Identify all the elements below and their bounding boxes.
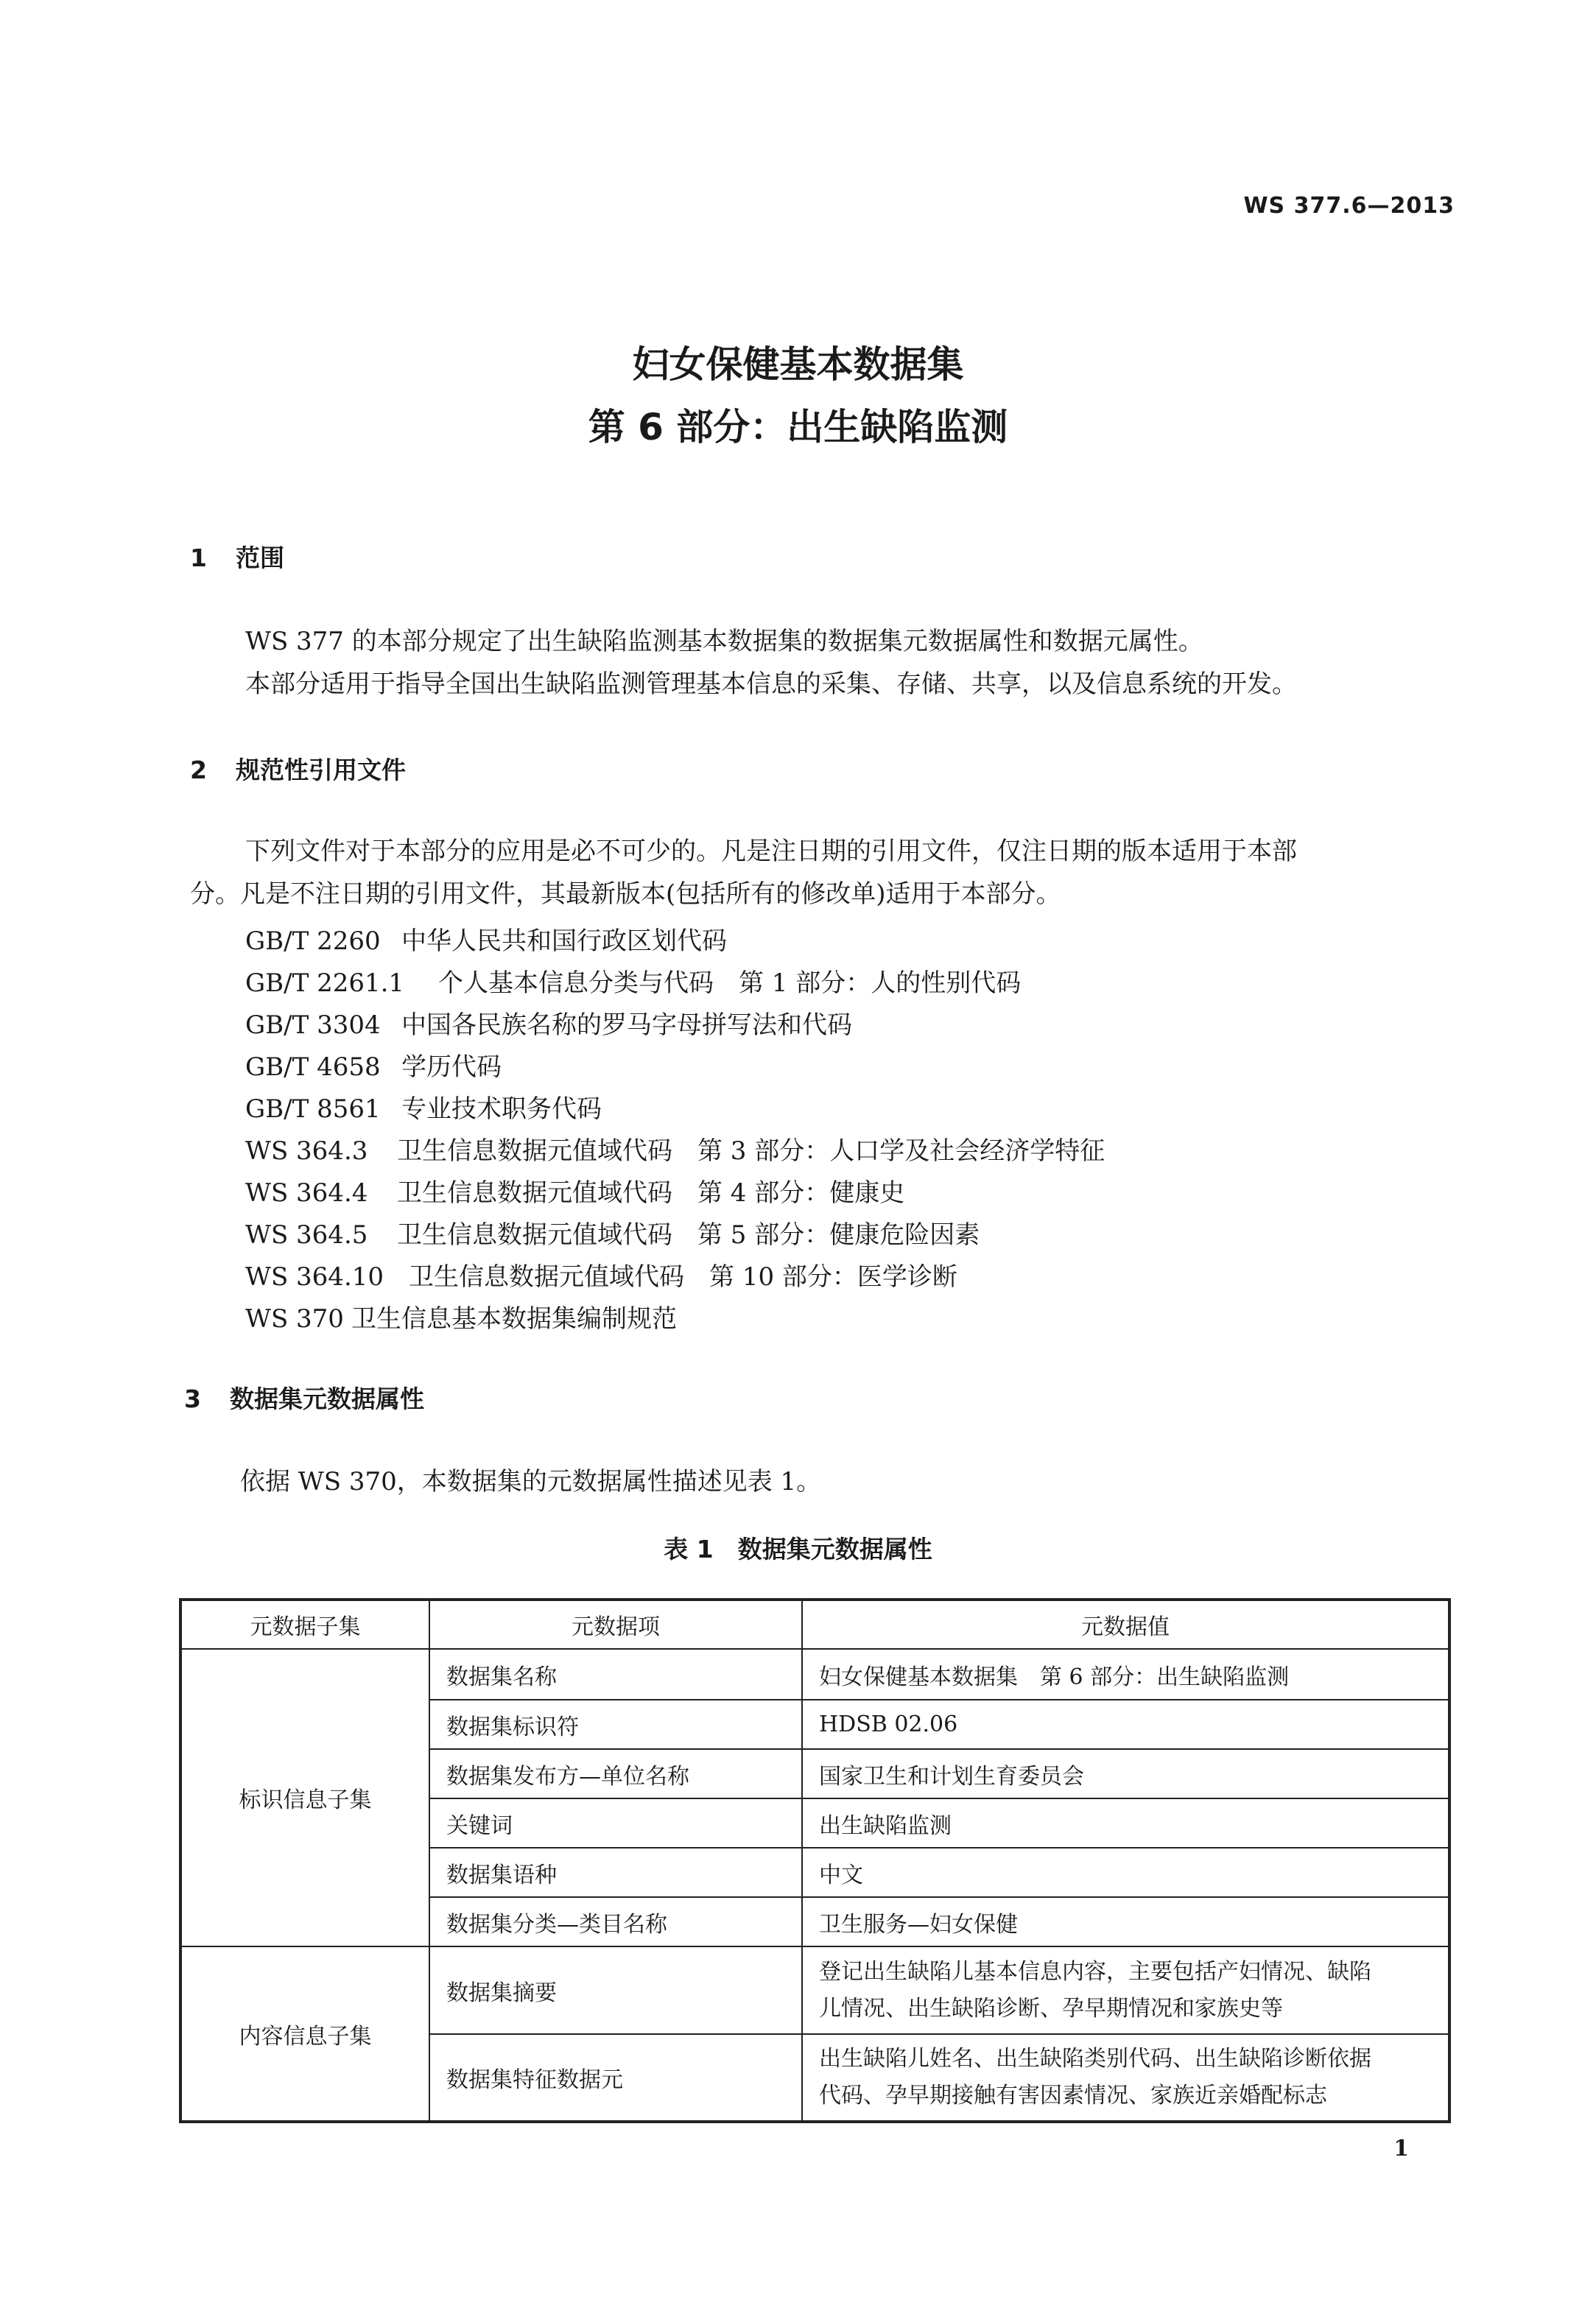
reference-title: 卫生信息数据元值域代码 第 5 部分：健康危险因素	[397, 1220, 980, 1250]
metadata-table	[179, 1598, 1448, 2121]
document-title-line2: 第 6 部分：出生缺陷监测	[588, 406, 1008, 449]
item-cell: 关键词	[429, 1798, 802, 1848]
section-1-paragraph: WS 377 的本部分规定了出生缺陷监测基本数据集的数据集元数据属性和数据元属性。	[245, 627, 1203, 656]
section-number: 2	[190, 756, 207, 784]
standard-code: WS 377.6—2013	[1243, 193, 1455, 219]
value-cell: HDSB 02.06	[802, 1700, 1449, 1749]
value-line: 登记出生缺陷儿基本信息内容，主要包括产妇情况、缺陷	[819, 1958, 1371, 1985]
column-header: 元数据项	[429, 1600, 802, 1649]
value-cell: 妇女保健基本数据集 第 6 部分：出生缺陷监测	[802, 1649, 1449, 1700]
reference-code: GB/T 3304	[245, 1010, 381, 1040]
value-line: 儿情况、出生缺陷诊断、孕早期情况和家族史等	[819, 1995, 1283, 2022]
section-title: 数据集元数据属性	[230, 1385, 424, 1413]
table-row	[180, 1946, 1449, 2034]
reference-code: GB/T 2261.1	[245, 968, 405, 998]
reference-code: WS 364.4	[245, 1178, 368, 1208]
reference-code: GB/T 8561	[245, 1094, 381, 1124]
reference-title: 中华人民共和国行政区划代码	[401, 926, 727, 956]
table-row	[180, 1649, 1449, 1700]
value-cell	[802, 2034, 1449, 2122]
reference-item	[245, 1047, 502, 1083]
reference-item	[245, 1130, 1105, 1167]
value-cell: 卫生服务—妇女保健	[802, 1897, 1449, 1946]
reference-title: 个人基本信息分类与代码 第 1 部分：人的性别代码	[438, 968, 1022, 998]
reference-item	[245, 921, 727, 957]
page-number: 1	[1393, 2136, 1409, 2161]
item-cell: 数据集名称	[429, 1649, 802, 1700]
value-cell: 出生缺陷监测	[802, 1798, 1449, 1848]
reference-title: 专业技术职务代码	[401, 1094, 602, 1124]
section-number: 1	[190, 544, 207, 572]
reference-item	[245, 963, 1021, 999]
reference-item	[245, 1005, 852, 1041]
column-header: 元数据子集	[180, 1600, 429, 1649]
column-header: 元数据值	[802, 1600, 1449, 1649]
section-2-heading	[190, 751, 406, 786]
table-caption: 表 1 数据集元数据属性	[664, 1535, 932, 1563]
reference-code: WS 364.3	[245, 1136, 368, 1166]
reference-code: GB/T 4658	[245, 1052, 381, 1082]
section-1-paragraph: 本部分适用于指导全国出生缺陷监测管理基本信息的采集、存储、共享，以及信息系统的开发。	[245, 669, 1297, 699]
section-3-heading	[184, 1380, 424, 1415]
value-cell: 中文	[802, 1848, 1449, 1897]
item-cell: 数据集摘要	[429, 1946, 802, 2034]
item-cell: 数据集分类—类目名称	[429, 1897, 802, 1946]
section-title: 规范性引用文件	[236, 756, 406, 784]
reference-item	[245, 1088, 602, 1125]
value-line: 代码、孕早期接触有害因素情况、家族近亲婚配标志	[819, 2083, 1327, 2108]
document-title-line1: 妇女保健基本数据集	[632, 343, 964, 386]
section-number: 3	[184, 1385, 201, 1413]
item-cell: 数据集特征数据元	[429, 2034, 802, 2122]
reference-item	[245, 1214, 980, 1250]
section-title: 范围	[236, 544, 284, 572]
reference-title: 卫生信息数据元值域代码 第 3 部分：人口学及社会经济学特征	[397, 1136, 1105, 1166]
group-cell: 内容信息子集	[180, 1946, 429, 2122]
table-header-row	[180, 1600, 1449, 1649]
reference-code: WS 364.10	[245, 1262, 384, 1292]
reference-title: 卫生信息基本数据集编制规范	[351, 1304, 677, 1334]
section-1-heading	[190, 539, 284, 574]
value-line: 出生缺陷儿姓名、出生缺陷类别代码、出生缺陷诊断依据	[819, 2046, 1371, 2072]
reference-title: 学历代码	[401, 1052, 502, 1082]
reference-item	[245, 1172, 904, 1209]
reference-code: WS 370	[245, 1304, 344, 1334]
reference-title: 中国各民族名称的罗马字母拼写法和代码	[401, 1010, 852, 1040]
group-cell: 标识信息子集	[180, 1649, 429, 1946]
item-cell: 数据集标识符	[429, 1700, 802, 1749]
value-cell: 国家卫生和计划生育委员会	[802, 1749, 1449, 1798]
value-cell	[802, 1946, 1449, 2034]
item-cell: 数据集发布方—单位名称	[429, 1749, 802, 1798]
section-2-intro-line2: 分。凡是不注日期的引用文件，其最新版本(包括所有的修改单)适用于本部分。	[190, 879, 1061, 909]
section-2-intro-line1: 下列文件对于本部分的应用是必不可少的。凡是注日期的引用文件，仅注日期的版本适用于本部	[245, 837, 1297, 866]
reference-title: 卫生信息数据元值域代码 第 4 部分：健康史	[397, 1178, 905, 1208]
reference-item	[245, 1298, 677, 1334]
reference-code: GB/T 2260	[245, 926, 381, 956]
item-cell: 数据集语种	[429, 1848, 802, 1897]
reference-item	[245, 1256, 957, 1292]
section-3-paragraph: 依据 WS 370，本数据集的元数据属性描述见表 1。	[240, 1467, 822, 1496]
reference-code: WS 364.5	[245, 1220, 368, 1250]
reference-title: 卫生信息数据元值域代码 第 10 部分：医学诊断	[409, 1262, 957, 1292]
